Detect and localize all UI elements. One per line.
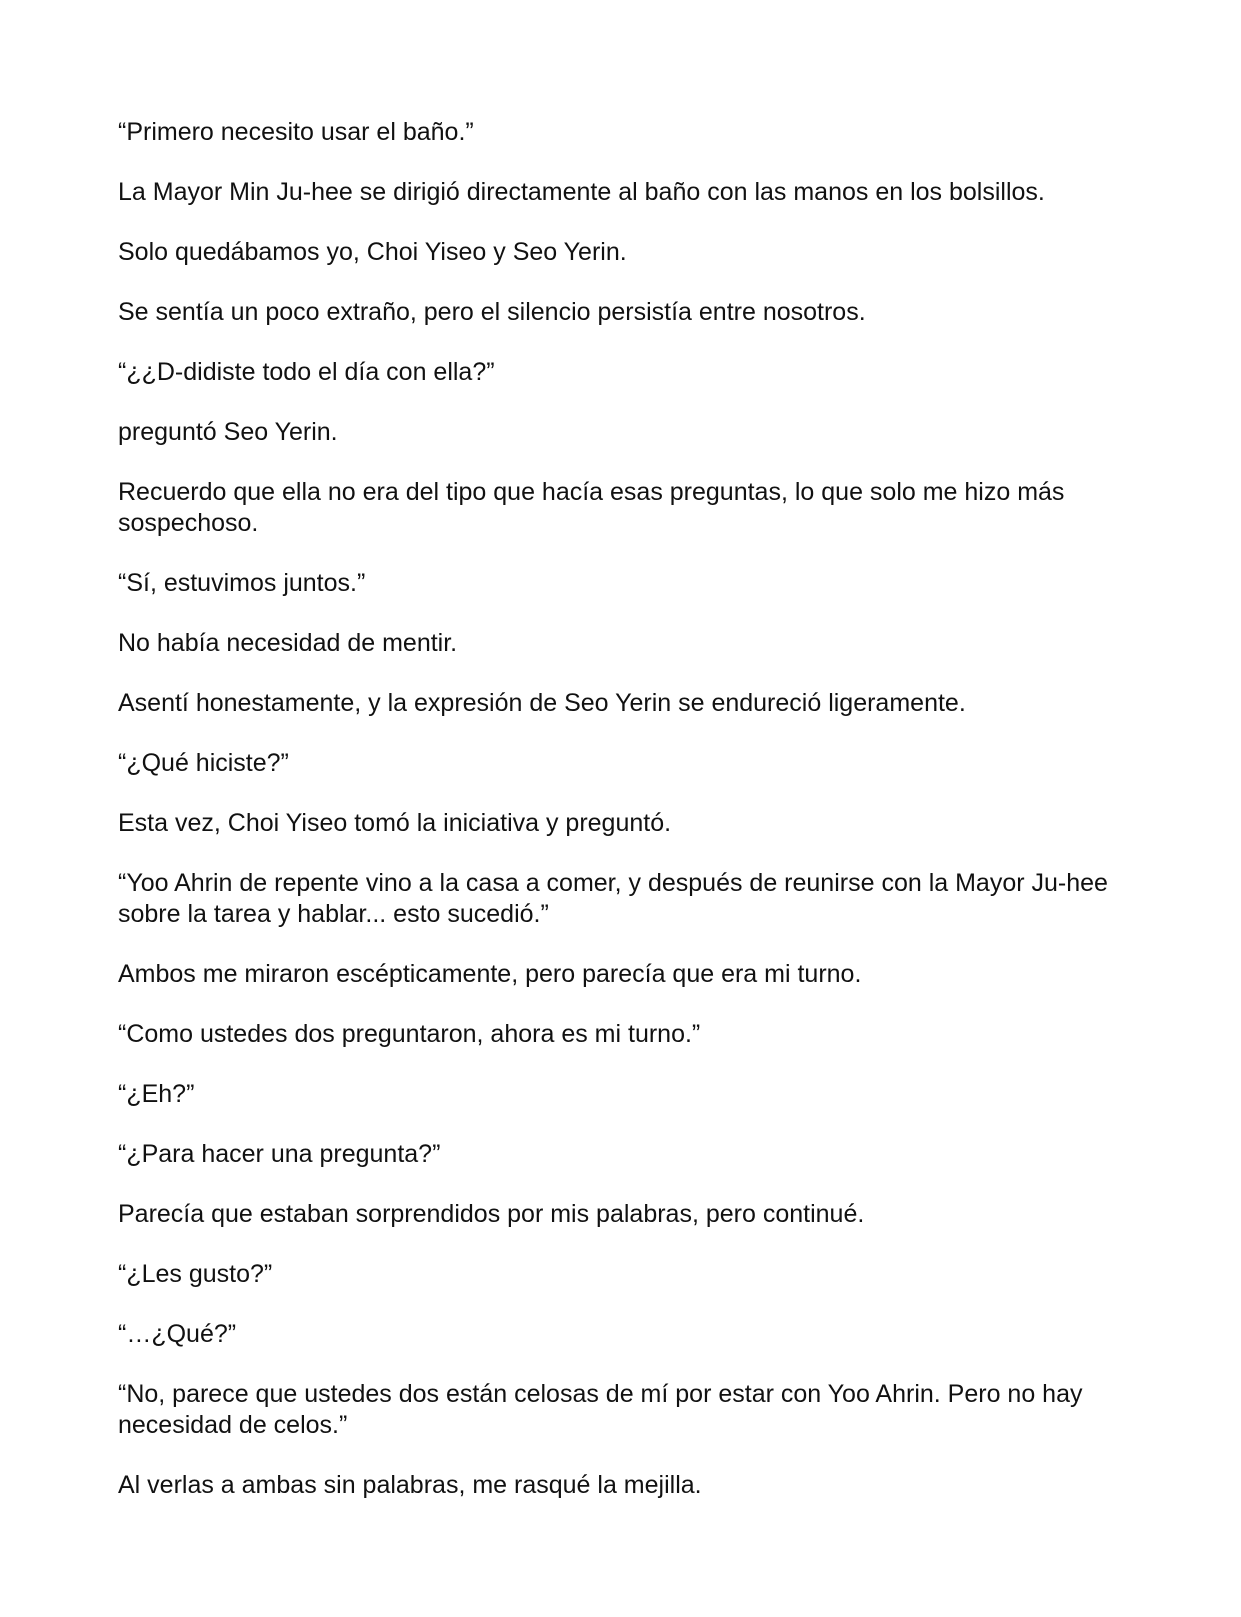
paragraph: No había necesidad de mentir. bbox=[118, 629, 458, 657]
paragraph: Al verlas a ambas sin palabras, me rasqué la mejilla. bbox=[118, 1471, 702, 1499]
paragraph: “¿¿D-didiste todo el día con ella?” bbox=[118, 358, 495, 386]
paragraph: Ambos me miraron escépticamente, pero parecía que era mi turno. bbox=[118, 960, 862, 988]
paragraph: “¿Les gusto?” bbox=[118, 1260, 273, 1288]
paragraph: Asentí honestamente, y la expresión de Seo Yerin se endureció ligeramente. bbox=[118, 689, 966, 717]
paragraph: preguntó Seo Yerin. bbox=[118, 418, 338, 446]
paragraph: “…¿Qué?” bbox=[118, 1320, 237, 1348]
paragraph: “No, parece que ustedes dos están celosas de mí por estar con Yoo Ahrin. Pero no hay necesidad de celos.” bbox=[118, 1380, 1083, 1439]
paragraph: Solo quedábamos yo, Choi Yiseo y Seo Yerin. bbox=[118, 238, 627, 266]
body-text bbox=[118, 117, 1128, 1530]
paragraph: “¿Para hacer una pregunta?” bbox=[118, 1140, 441, 1168]
paragraph: “Primero necesito usar el baño.” bbox=[118, 118, 474, 146]
paragraph: Recuerdo que ella no era del tipo que hacía esas preguntas, lo que solo me hizo más sospechoso. bbox=[118, 478, 1065, 537]
paragraph: Se sentía un poco extraño, pero el silencio persistía entre nosotros. bbox=[118, 298, 866, 326]
paragraph: Parecía que estaban sorprendidos por mis palabras, pero continué. bbox=[118, 1200, 865, 1228]
paragraph: La Mayor Min Ju-hee se dirigió directamente al baño con las manos en los bolsillos. bbox=[118, 178, 1045, 206]
paragraph: “Yoo Ahrin de repente vino a la casa a comer, y después de reunirse con la Mayor Ju-hee sobre la tarea y hablar... esto sucedió.” bbox=[118, 869, 1108, 928]
paragraph: Esta vez, Choi Yiseo tomó la iniciativa y preguntó. bbox=[118, 809, 672, 837]
paragraph: “Como ustedes dos preguntaron, ahora es mi turno.” bbox=[118, 1020, 701, 1048]
paragraph: “¿Qué hiciste?” bbox=[118, 749, 289, 777]
paragraph: “Sí, estuvimos juntos.” bbox=[118, 569, 366, 597]
paragraph: “¿Eh?” bbox=[118, 1080, 195, 1108]
